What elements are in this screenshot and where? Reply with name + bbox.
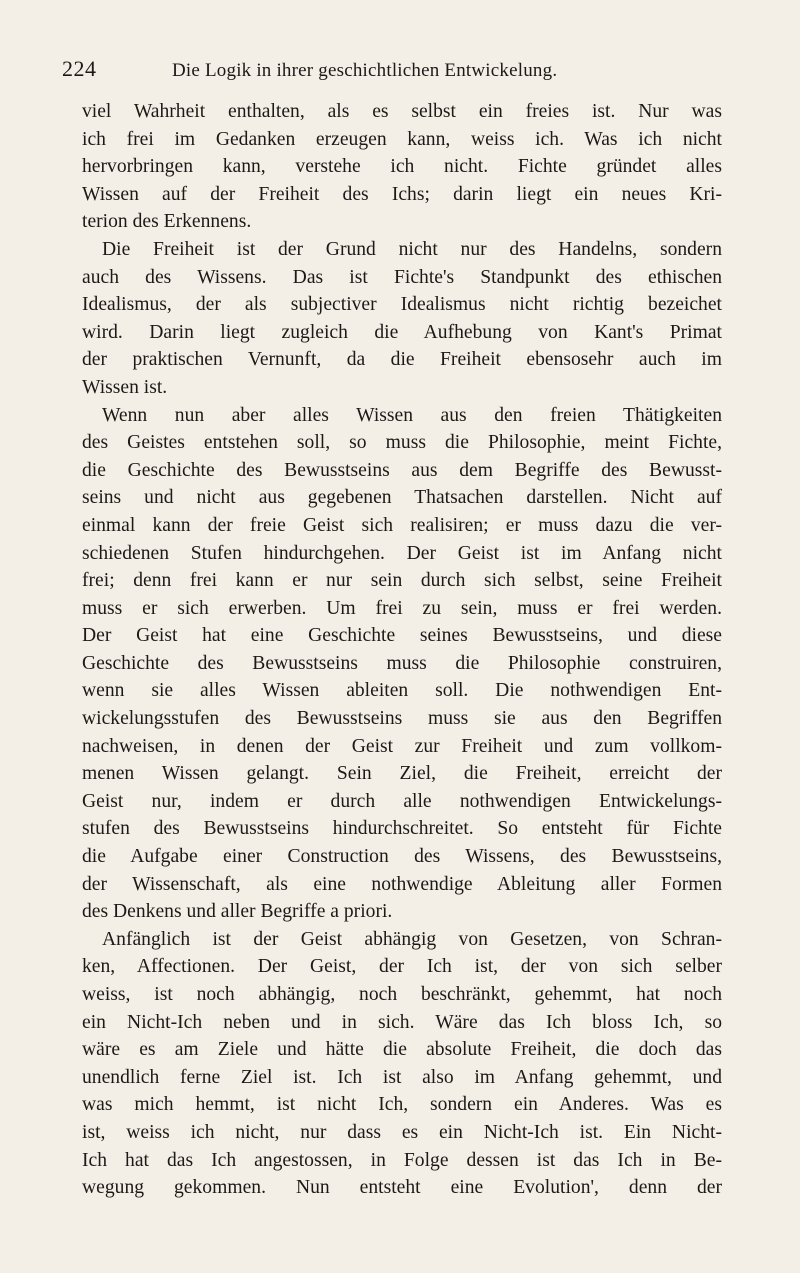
text-line: wenn sie alles Wissen ableiten soll. Die nothwendigen Ent- [82,680,722,702]
text-line: muss er sich erwerben. Um frei zu sein, muss er frei werden. [82,597,722,619]
text-line: auch des Wissens. Das ist Fichte's Standpunkt des ethischen [82,266,722,288]
text-line: ist, weiss ich nicht, nur dass es ein Nicht-Ich ist. Ein Nicht- [82,1121,722,1143]
text-line: des Denkens und aller Begriffe a priori. [82,901,393,923]
text-line: der Wissenschaft, als eine nothwendige Ableitung aller Formen [82,873,722,895]
text-line: menen Wissen gelangt. Sein Ziel, die Freiheit, erreicht der [82,763,722,785]
text-line: der praktischen Vernunft, da die Freiheit ebensosehr auch im [82,349,722,371]
text-line: stufen des Bewusstseins hindurchschreitet. So entsteht für Fichte [82,818,722,840]
text-line: die Aufgabe einer Construction des Wissens, des Bewusstseins, [82,846,722,868]
page-number: 224 [62,56,97,81]
text-line: ein Nicht-Ich neben und in sich. Wäre das Ich bloss Ich, so [82,1011,722,1033]
text-line: Die Freiheit ist der Grund nicht nur des Handelns, sondern [102,238,722,260]
text-line: wegung gekommen. Nun entsteht eine Evolution', denn der [82,1177,722,1199]
text-line: Geist nur, indem er durch alle nothwendigen Entwickelungs- [82,790,722,812]
text-line: Ich hat das Ich angestossen, in Folge dessen ist das Ich in Be- [82,1149,722,1171]
text-line: schiedenen Stufen hindurchgehen. Der Geist ist im Anfang nicht [82,542,722,564]
text-line: Der Geist hat eine Geschichte seines Bewusstseins, und diese [82,625,722,647]
text-line: terion des Erkennens. [82,211,252,233]
text-line: frei; denn frei kann er nur sein durch sich selbst, seine Freiheit [82,570,722,592]
text-line: Geschichte des Bewusstseins muss die Philosophie construiren, [82,652,722,674]
text-line: unendlich ferne Ziel ist. Ich ist also im Anfang gehemmt, und [82,1066,722,1088]
text-line: Anfänglich ist der Geist abhängig von Gesetzen, von Schran- [102,928,722,950]
text-line: weiss, ist noch abhängig, noch beschränkt, gehemmt, hat noch [82,984,722,1005]
text-line: ken, Affectionen. Der Geist, der Ich ist, der von sich selber [82,956,722,978]
text-line: Wissen ist. [82,376,168,398]
text-line: seins und nicht aus gegebenen Thatsachen darstellen. Nicht auf [82,487,722,509]
text-line: einmal kann der freie Geist sich realisiren; er muss dazu die ver- [82,514,722,536]
text-line: nachweisen, in denen der Geist zur Freiheit und zum vollkom- [82,735,722,757]
paragraph [82,236,722,402]
paragraph [82,402,722,926]
text-line: viel Wahrheit enthalten, als es selbst ein freies ist. Nur was [82,101,722,122]
running-title: Die Logik in ihrer geschichtlichen Entwickelung. [172,60,558,81]
body-text [82,98,722,1202]
text-line: wäre es am Ziele und hätte die absolute Freiheit, die doch das [82,1039,722,1061]
paragraph [82,926,722,1202]
running-head [62,56,725,82]
paragraph [82,98,722,236]
text-line: hervorbringen kann, verstehe ich nicht. Fichte gründet alles [82,156,722,178]
text-line: ich frei im Gedanken erzeugen kann, weiss ich. Was ich nicht [82,128,722,150]
text-line: was mich hemmt, ist nicht Ich, sondern ein Anderes. Was es [82,1094,722,1116]
text-line: Idealismus, der als subjectiver Idealismus nicht richtig bezeichet [82,294,722,316]
text-line: wird. Darin liegt zugleich die Aufhebung von Kant's Primat [82,321,722,343]
text-line: wickelungsstufen des Bewusstseins muss sie aus den Begriffen [82,708,722,730]
text-line: Wissen auf der Freiheit des Ichs; darin liegt ein neues Kri- [82,183,722,205]
text-line: des Geistes entstehen soll, so muss die Philosophie, meint Fichte, [82,432,722,454]
text-line: die Geschichte des Bewusstseins aus dem Begriffe des Bewusst- [82,459,722,481]
text-line: Wenn nun aber alles Wissen aus den freien Thätigkeiten [102,404,722,426]
